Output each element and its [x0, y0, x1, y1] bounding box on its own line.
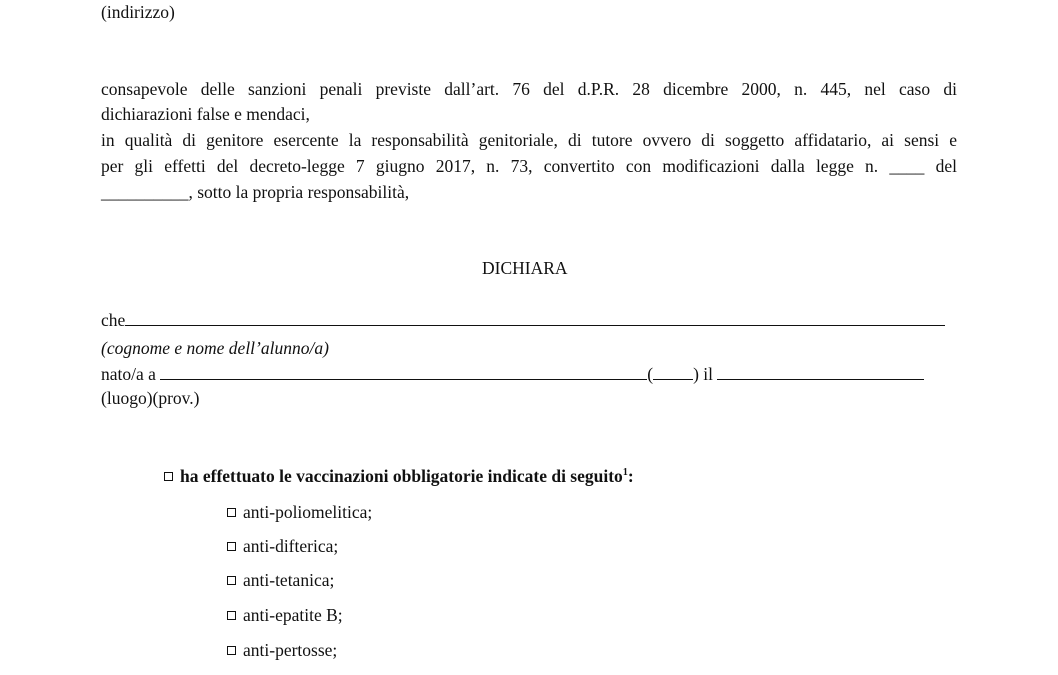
statement-line-4-suffix: del: [935, 156, 958, 176]
statement-line-2: dichiarazioni false e mendaci,: [101, 104, 310, 124]
vaccinations-option-label: ha effettuato le vaccinazioni obbligatorie indicate di seguito: [180, 466, 623, 486]
vaccine-item[interactable]: [227, 640, 337, 661]
statement-line-5-text: , sotto la propria responsabilità,: [188, 182, 410, 202]
born-label: nato/a a: [101, 364, 156, 384]
birthplace-field[interactable]: [160, 364, 647, 380]
checkbox-icon[interactable]: [227, 576, 236, 585]
vaccinations-option[interactable]: [164, 466, 634, 487]
che-label: che: [101, 310, 126, 330]
checkbox-icon[interactable]: [227, 508, 236, 517]
vaccine-item[interactable]: [227, 605, 343, 626]
vaccine-label: anti-tetanica;: [243, 570, 335, 590]
checkbox-icon[interactable]: [164, 472, 173, 481]
checkbox-icon[interactable]: [227, 611, 236, 620]
statement-line-4: [101, 156, 957, 177]
province-field[interactable]: [653, 364, 693, 380]
statement-line-3: in qualità di genitore esercente la responsabilità genitoriale, di tutore ovvero di soggetto affidatario, ai sensi e: [101, 130, 957, 150]
vaccine-label: anti-pertosse;: [243, 640, 338, 660]
prov-open: (: [647, 364, 654, 384]
vaccine-label: anti-difterica;: [243, 536, 339, 556]
statement-line-5: [101, 182, 409, 203]
declaration-title: DICHIARA: [482, 258, 568, 278]
vaccine-item[interactable]: [227, 502, 372, 523]
address-label: (indirizzo): [101, 2, 175, 22]
student-name-line: [101, 310, 945, 331]
birth-line: [101, 364, 924, 385]
vaccine-label: anti-poliomelitica;: [243, 502, 373, 522]
birthdate-label: ) il: [693, 364, 714, 384]
student-name-field[interactable]: [125, 310, 945, 326]
vaccine-item[interactable]: [227, 570, 334, 591]
vaccine-label: anti-epatite B;: [243, 605, 343, 625]
vaccine-item[interactable]: [227, 536, 338, 557]
birthdate-field[interactable]: [717, 364, 924, 380]
checkbox-icon[interactable]: [227, 542, 236, 551]
place-caption: (luogo)(prov.): [101, 388, 200, 408]
law-number-blank[interactable]: ____: [889, 156, 925, 176]
checkbox-icon[interactable]: [227, 646, 236, 655]
law-date-blank[interactable]: __________: [101, 182, 189, 202]
statement-line-1: consapevole delle sanzioni penali previste dall’art. 76 del d.P.R. 28 dicembre 2000, n. 445, nel caso di: [101, 79, 957, 99]
student-caption: (cognome e nome dell’alunno/a): [101, 338, 329, 358]
vaccinations-option-colon: :: [627, 466, 634, 486]
footnote-ref: 1: [622, 467, 628, 479]
statement-line-4-text: per gli effetti del decreto-legge 7 giugno 2017, n. 73, convertito con modificazioni dalla legge n.: [101, 156, 879, 176]
